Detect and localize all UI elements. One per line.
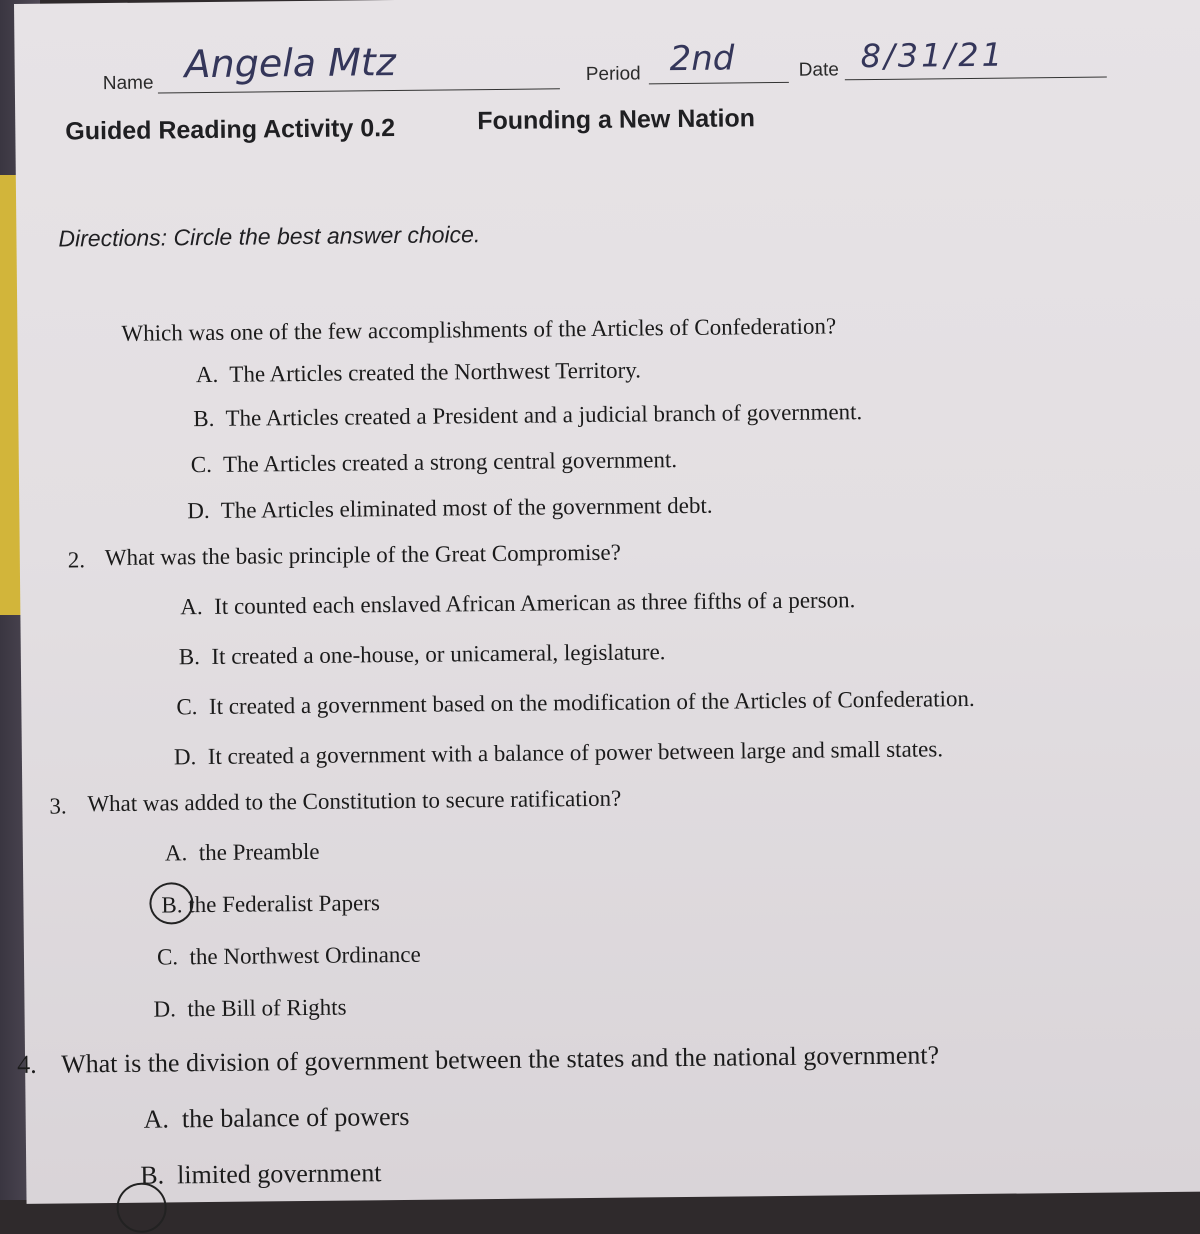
option-letter: A.	[180, 594, 203, 620]
option-letter: C.	[176, 694, 198, 720]
answer-circle-mark	[149, 882, 193, 924]
option-text: the Northwest Ordinance	[189, 941, 421, 970]
period-underline	[649, 82, 789, 84]
option-letter: C.	[190, 451, 213, 478]
option-a	[180, 587, 855, 620]
question-number: 2.	[67, 547, 86, 573]
worksheet-page	[14, 0, 1200, 1204]
option-a	[144, 1102, 410, 1135]
question-text: What was the basic principle of the Great Compromise?	[104, 539, 621, 571]
option-letter: D.	[173, 744, 197, 770]
option-c	[157, 942, 421, 971]
answer-circle-mark-partial	[116, 1182, 167, 1233]
date-label: Date	[798, 59, 839, 81]
question-text: What is the division of government between the states and the national government?	[60, 1040, 940, 1079]
option-text: The Articles created a strong central government.	[222, 447, 678, 477]
question-number: 3.	[49, 793, 67, 819]
option-text: It counted each enslaved African American as three fifths of a person.	[214, 587, 856, 619]
name-underline	[158, 88, 560, 93]
unit-title: Founding a New Nation	[477, 104, 756, 136]
option-letter: B.	[140, 1160, 165, 1190]
date-handwriting: 8/31/21	[860, 35, 1006, 76]
option-text: the Preamble	[198, 838, 320, 866]
option-d	[174, 736, 943, 770]
option-c	[176, 686, 975, 720]
option-text: The Articles created the Northwest Territory.	[229, 357, 642, 387]
date-underline	[845, 77, 1107, 81]
option-a	[165, 839, 320, 867]
option-letter: D.	[187, 497, 210, 524]
option-d	[187, 493, 713, 524]
name-label: Name	[102, 72, 154, 95]
option-letter: D.	[153, 996, 177, 1022]
option-letter: A.	[195, 361, 219, 388]
question-text: Which was one of the few accomplishments of the Articles of Confederation?	[121, 313, 837, 346]
option-letter: B.	[178, 644, 201, 670]
option-letter: A.	[164, 840, 188, 866]
option-letter: B.	[193, 405, 215, 432]
question-number: 4.	[16, 1049, 37, 1080]
period-handwriting: 2nd	[669, 38, 735, 80]
option-text: the Federalist Papers	[188, 890, 381, 918]
directions-text: Directions: Circle the best answer choice.	[58, 221, 481, 252]
option-text: It created a government with a balance of power between large and small states.	[207, 736, 944, 770]
option-text: It created a government based on the modification of the Articles of Confederation.	[208, 685, 975, 719]
name-handwriting: Angela Mtz	[184, 40, 396, 87]
period-label: Period	[585, 63, 641, 86]
option-text: The Articles eliminated most of the government debt.	[220, 492, 713, 523]
option-c	[191, 447, 677, 478]
option-letter: B.	[161, 892, 183, 918]
option-text: It created a one-house, or unicameral, legislature.	[211, 639, 666, 669]
question-text: What was added to the Constitution to secure ratification?	[87, 785, 622, 817]
option-letter: A.	[143, 1104, 170, 1134]
option-b	[140, 1158, 381, 1191]
option-b	[179, 639, 666, 670]
option-text: the Bill of Rights	[187, 994, 347, 1022]
option-letter: C.	[156, 944, 179, 970]
option-text: the balance of powers	[181, 1101, 410, 1134]
option-b-selected	[161, 890, 380, 918]
activity-title: Guided Reading Activity 0.2	[65, 114, 396, 146]
option-d	[153, 995, 346, 1023]
option-a	[196, 357, 641, 388]
option-b	[193, 399, 862, 432]
option-text: The Articles created a President and a judicial branch of government.	[225, 399, 863, 431]
option-text: limited government	[176, 1158, 382, 1190]
